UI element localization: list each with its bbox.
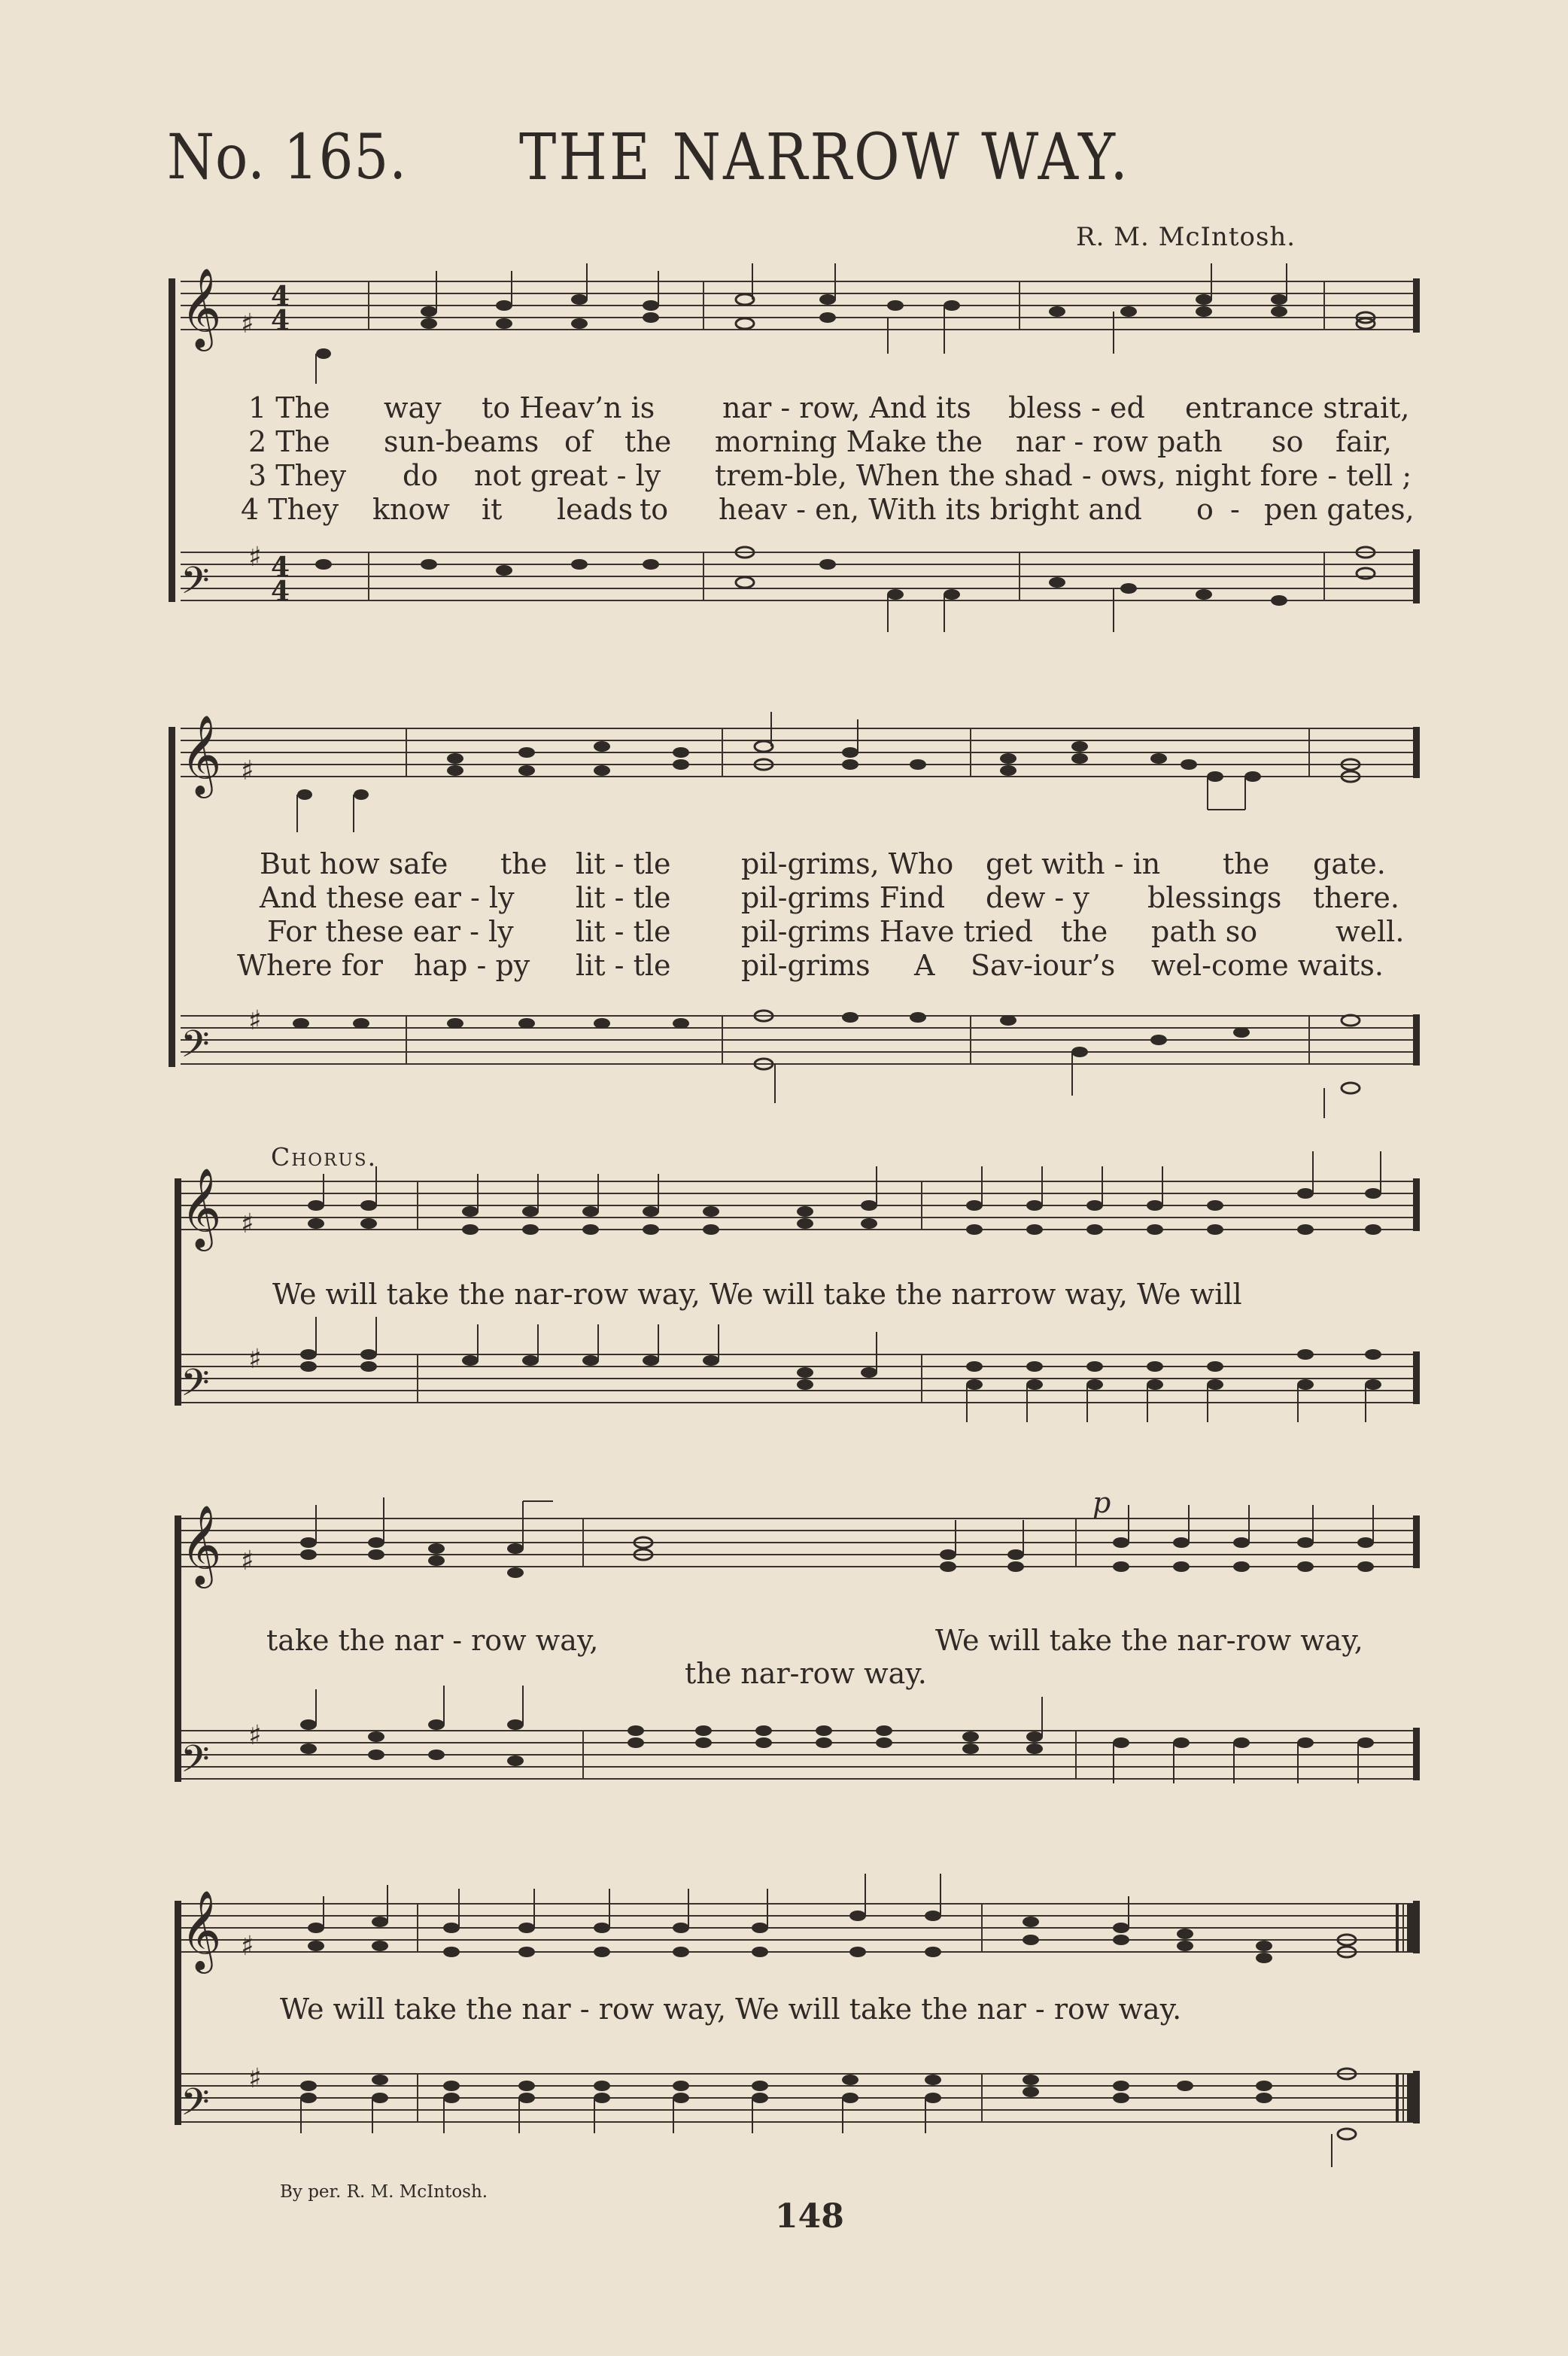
lyric: it <box>482 493 503 526</box>
chorus-system-3 <box>0 1874 1568 2160</box>
lyric: sun-beams <box>384 425 539 458</box>
lyric: lit - tle <box>576 915 671 948</box>
lyric: not great - ly <box>474 459 661 492</box>
svg-text:𝄞: 𝄞 <box>181 1167 222 1248</box>
svg-text:♯: ♯ <box>241 1546 254 1576</box>
chorus-system-1 <box>0 1167 1568 1445</box>
lyric: heav - en, With its bright and <box>719 493 1142 526</box>
svg-text:𝄞: 𝄞 <box>181 1504 222 1585</box>
lyric: o <box>1196 493 1214 526</box>
music-system-2 <box>0 714 1568 1126</box>
page-number: 148 <box>775 2197 844 2236</box>
lyric: 1 The <box>248 391 330 424</box>
svg-text:𝄢: 𝄢 <box>181 2081 210 2133</box>
lyric: the <box>500 847 548 880</box>
lyric: 3 They <box>248 459 347 492</box>
lyric: get with - in <box>986 847 1161 880</box>
lyric: nar - row, And its <box>722 391 971 424</box>
lyric: pil-grims, Who <box>741 847 954 880</box>
lyric: leads <box>557 493 634 526</box>
lyric: pil-grims Find <box>741 881 946 914</box>
lyric: lit - tle <box>576 881 671 914</box>
svg-text:♯: ♯ <box>248 1344 262 1375</box>
lyric: A <box>914 949 935 982</box>
lyric: path so <box>1151 915 1258 948</box>
lyric: But how safe <box>260 847 448 880</box>
hymn-title: THE NARROW WAY. <box>519 120 1130 195</box>
lyric: 2 The <box>248 425 330 458</box>
lyric: to <box>640 493 669 526</box>
svg-text:♯: ♯ <box>248 1005 262 1036</box>
lyric: Where for <box>237 949 383 982</box>
svg-text:𝄞: 𝄞 <box>181 714 222 795</box>
lyric: gate. <box>1313 847 1386 880</box>
lyric: do <box>403 459 439 492</box>
svg-text:4: 4 <box>271 305 290 336</box>
chorus-system-2 <box>0 1486 1568 1821</box>
lyric: dew - y <box>986 881 1089 914</box>
lyric: nar - row path <box>1016 425 1223 458</box>
svg-text:4: 4 <box>271 281 290 312</box>
lyric: pen gates, <box>1264 493 1415 526</box>
lyric: the <box>1223 847 1270 880</box>
lyric: way <box>384 391 442 424</box>
lyric: pil-grims Have tried <box>741 915 1033 948</box>
chorus-lyric-line-2a: take the nar - row way, <box>266 1624 599 1657</box>
permission-credit: By per. R. M. McIntosh. <box>280 2182 488 2202</box>
svg-text:𝄢: 𝄢 <box>181 559 210 612</box>
lyric: so <box>1272 425 1304 458</box>
lyric: - <box>1230 493 1240 526</box>
svg-text:4: 4 <box>271 552 290 583</box>
svg-text:𝄢: 𝄢 <box>181 1361 210 1414</box>
lyric: fair, <box>1336 425 1392 458</box>
lyric: lit - tle <box>576 847 671 880</box>
svg-text:𝄞: 𝄞 <box>181 267 222 348</box>
lyric: well. <box>1336 915 1405 948</box>
lyric: bless - ed <box>1008 391 1145 424</box>
lyric: blessings <box>1147 881 1282 914</box>
chorus-lyric-line-3: We will take the nar - row way, We will take the nar - row way. <box>280 1993 1182 2026</box>
lyric: wel-come waits. <box>1151 949 1384 982</box>
svg-text:𝄢: 𝄢 <box>181 1737 210 1790</box>
chorus-lyric-line-1: We will take the nar-row way, We will take the narrow way, We will <box>272 1278 1242 1311</box>
chorus-label: Chorus. <box>271 1142 378 1172</box>
svg-text:♯: ♯ <box>241 755 254 786</box>
svg-text:𝄢: 𝄢 <box>181 1023 210 1075</box>
chorus-lyric-line-2c: the nar-row way. <box>685 1657 927 1690</box>
verse-lyrics-2 <box>0 847 1568 983</box>
dynamic-piano: p <box>1092 1486 1111 1519</box>
lyric: For these ear - ly <box>267 915 514 948</box>
svg-text:4: 4 <box>271 576 290 607</box>
svg-text:♯: ♯ <box>248 2063 262 2094</box>
lyric: to Heav’n is <box>482 391 655 424</box>
svg-text:♯: ♯ <box>248 542 262 573</box>
lyric: pil-grims <box>741 949 871 982</box>
lyric: of <box>564 425 592 458</box>
lyric: hap - py <box>414 949 530 982</box>
lyric: 4 They <box>241 493 339 526</box>
svg-text:♯: ♯ <box>241 1931 254 1962</box>
lyric: there. <box>1313 881 1399 914</box>
chorus-lyric-line-2b: We will take the nar-row way, <box>935 1624 1363 1657</box>
lyric: trem-ble, When the shad - ows, night fore - tell ; <box>715 459 1412 492</box>
lyric: Sav-iour’s <box>971 949 1116 982</box>
lyric: entrance strait, <box>1185 391 1410 424</box>
music-system-1 <box>0 267 1568 647</box>
lyric: lit - tle <box>576 949 671 982</box>
verse-lyrics-1 <box>0 391 1568 527</box>
svg-text:♯: ♯ <box>241 1208 254 1239</box>
svg-text:𝄞: 𝄞 <box>181 1889 222 1970</box>
hymn-number: No. 165. <box>167 120 408 193</box>
lyric: morning Make the <box>715 425 983 458</box>
lyric: the <box>624 425 672 458</box>
svg-text:♯: ♯ <box>241 309 254 339</box>
composer: R. M. McIntosh. <box>1076 222 1296 252</box>
svg-text:♯: ♯ <box>248 1720 262 1751</box>
lyric: know <box>372 493 450 526</box>
lyric: the <box>1061 915 1108 948</box>
lyric: And these ear - ly <box>260 881 515 914</box>
